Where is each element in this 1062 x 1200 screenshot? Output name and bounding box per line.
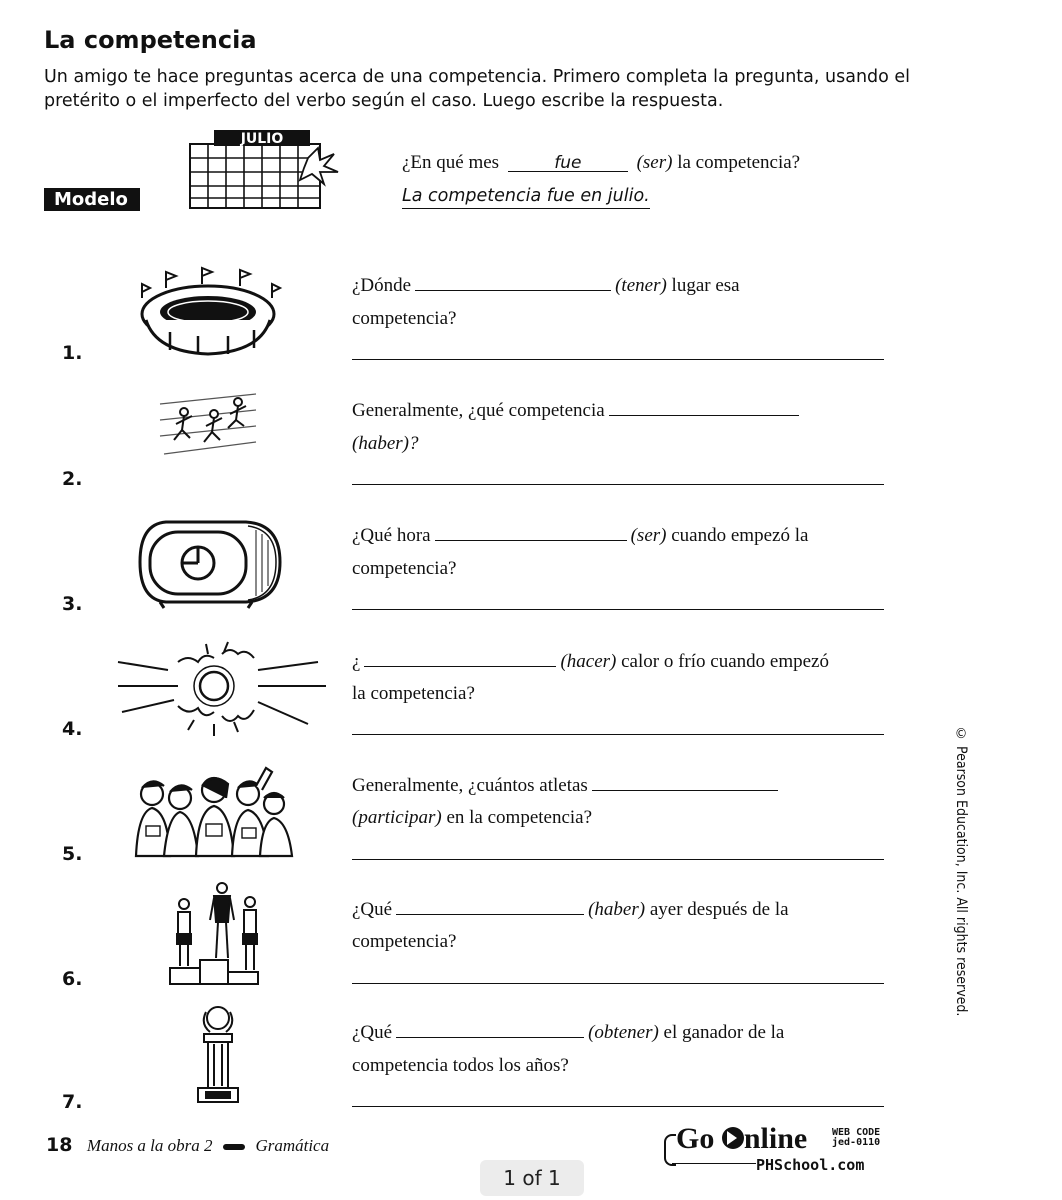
item-question: Generalmente, ¿cuántos atletas xyxy=(352,772,782,797)
web-code-label: WEB CODE xyxy=(832,1127,881,1138)
page-number: 18 xyxy=(46,1134,73,1156)
calendar-label: JULIO xyxy=(240,131,284,147)
instructions: Un amigo te hace preguntas acerca de una competencia. Primero completa la pregunta, usando el pretérito o el imperfecto del verbo según el caso. Luego escribe la respuesta. xyxy=(44,67,911,111)
globe-icon xyxy=(722,1127,744,1149)
modelo-tag: Modelo xyxy=(44,188,140,211)
item-question: ¿Qué hora (ser) cuando empezó la xyxy=(352,522,808,547)
answer-line xyxy=(352,983,884,984)
item-question-line2: (haber)? xyxy=(352,433,419,454)
item-number: 4. xyxy=(62,718,83,740)
sun-illustration xyxy=(118,640,328,743)
item-question-line2: la competencia? xyxy=(352,683,475,704)
book-title: Manos a la obra 2 xyxy=(86,1136,213,1155)
item-question: ¿Dónde (tener) lugar esa xyxy=(352,272,740,297)
item-number: 5. xyxy=(62,843,83,865)
modelo-answer: La competencia fue en julio. xyxy=(402,186,650,209)
trophy-illustration xyxy=(190,1004,246,1111)
item-question-line2: competencia? xyxy=(352,931,457,952)
modelo-fill: fue xyxy=(508,153,628,172)
answer-line xyxy=(352,609,884,610)
answer-line xyxy=(352,859,884,860)
page-title: La competencia xyxy=(44,26,257,54)
page-indicator: 1 of 1 xyxy=(480,1160,584,1196)
item-question-line2: (participar) en la competencia? xyxy=(352,807,593,828)
clock-illustration xyxy=(136,516,286,613)
runners-illustration xyxy=(160,394,256,465)
separator-icon xyxy=(223,1144,245,1150)
section-title: Gramática xyxy=(255,1136,330,1155)
item-question-line2: competencia? xyxy=(352,558,457,579)
item-question: ¿Qué (obtener) el ganador de la xyxy=(352,1019,784,1044)
footer-left xyxy=(46,1134,329,1156)
copyright-notice: © Pearson Education, Inc. All rights reserved. xyxy=(953,726,969,1017)
modelo-question: ¿En qué mes fue (ser) la competencia? xyxy=(402,152,801,173)
item-number: 2. xyxy=(62,468,83,490)
item-number: 7. xyxy=(62,1091,83,1113)
item-number: 1. xyxy=(62,342,83,364)
athletes-illustration xyxy=(132,764,296,865)
item-question-line2: competencia? xyxy=(352,308,457,329)
answer-line xyxy=(352,484,884,485)
item-number: 3. xyxy=(62,593,83,615)
item-question: ¿ (hacer) calor o frío cuando empezó xyxy=(352,648,829,673)
site-link[interactable]: PHSchool.com xyxy=(756,1156,865,1174)
item-question: ¿Qué (haber) ayer después de la xyxy=(352,896,789,921)
item-number: 6. xyxy=(62,968,83,990)
answer-line xyxy=(352,734,884,735)
item-question-line2: competencia todos los años? xyxy=(352,1055,569,1076)
podium-illustration xyxy=(166,882,266,991)
web-code: jed-0110 xyxy=(832,1137,881,1148)
calendar-illustration xyxy=(190,128,340,217)
answer-line xyxy=(352,1106,884,1107)
stadium-illustration xyxy=(136,262,286,363)
item-question: Generalmente, ¿qué competencia xyxy=(352,397,803,422)
go-online-logo[interactable]: Go nline WEB CODE jed-0110 PHSchool.com xyxy=(664,1122,886,1176)
answer-line xyxy=(352,359,884,360)
